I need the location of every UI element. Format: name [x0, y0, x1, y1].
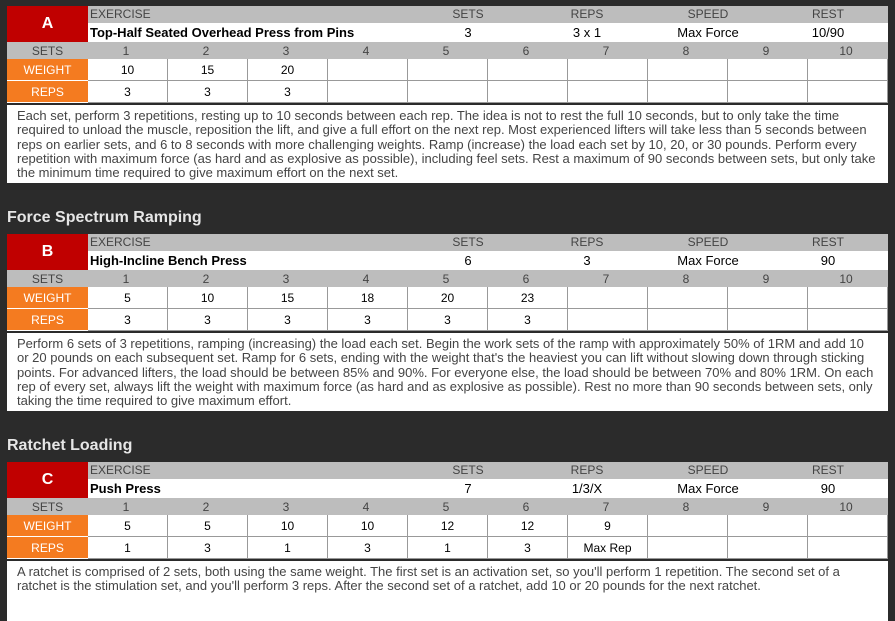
- speed-label: SPEED: [687, 463, 729, 477]
- sets-label: SETS: [452, 7, 484, 21]
- weight-row-label: WEIGHT: [7, 59, 88, 81]
- set-number: 5: [442, 44, 450, 58]
- weight-cell[interactable]: 20: [248, 59, 328, 81]
- weight-cell[interactable]: 10: [88, 59, 168, 81]
- exercise-label: EXERCISE: [90, 463, 151, 477]
- reps-cell[interactable]: 3: [248, 81, 328, 103]
- weight-cell[interactable]: 12: [488, 515, 568, 537]
- weight-cell[interactable]: [648, 59, 728, 81]
- weight-row: [7, 287, 888, 309]
- reps-row-label: REPS: [7, 537, 88, 559]
- weight-cell[interactable]: 15: [168, 59, 248, 81]
- speed-value: Max Force: [677, 253, 739, 268]
- set-number-row: [7, 270, 888, 287]
- reps-cell[interactable]: 3: [88, 81, 168, 103]
- reps-cell[interactable]: [728, 309, 808, 331]
- header-labels: [88, 6, 888, 23]
- reps-cell[interactable]: [648, 81, 728, 103]
- reps-value: 1/3/X: [571, 481, 603, 496]
- weight-cell[interactable]: 10: [168, 287, 248, 309]
- set-number: 8: [682, 500, 690, 514]
- reps-cell[interactable]: [328, 81, 408, 103]
- rest-value: 10/90: [811, 25, 845, 40]
- section-title: Force Spectrum Ramping: [7, 209, 202, 226]
- set-number: 4: [362, 500, 370, 514]
- set-number: 1: [122, 272, 130, 286]
- reps-cell[interactable]: 3: [168, 537, 248, 559]
- reps-cell[interactable]: 3: [328, 537, 408, 559]
- reps-cell[interactable]: [568, 309, 648, 331]
- weight-row: [7, 515, 888, 537]
- weight-cell[interactable]: [728, 59, 808, 81]
- weight-cell[interactable]: [408, 59, 488, 81]
- set-number: 2: [202, 500, 210, 514]
- header-labels: [88, 462, 888, 479]
- set-number: 2: [202, 272, 210, 286]
- header-values: [88, 479, 888, 498]
- reps-cell[interactable]: [568, 81, 648, 103]
- set-number: 2: [202, 44, 210, 58]
- set-number: 7: [602, 500, 610, 514]
- weight-cell[interactable]: [488, 59, 568, 81]
- header-values: [88, 251, 888, 270]
- header-labels: [88, 234, 888, 251]
- weight-cell[interactable]: [648, 287, 728, 309]
- weight-cell[interactable]: [328, 59, 408, 81]
- set-number: 6: [522, 44, 530, 58]
- block-letter: A: [7, 6, 88, 42]
- weight-cell[interactable]: 9: [568, 515, 648, 537]
- rest-value: 90: [820, 481, 836, 496]
- sets-row-label: SETS: [31, 499, 64, 514]
- exercise-name: Push Press: [90, 481, 161, 496]
- reps-cell[interactable]: [408, 81, 488, 103]
- reps-cell[interactable]: [728, 537, 808, 559]
- set-number-row: [7, 498, 888, 515]
- rest-value: 90: [820, 253, 836, 268]
- reps-cell[interactable]: 1: [248, 537, 328, 559]
- reps-cell[interactable]: 1: [408, 537, 488, 559]
- reps-cell[interactable]: 3: [248, 309, 328, 331]
- exercise-description: A ratchet is comprised of 2 sets, both using the same weight. The first set is an activation set, so you'll perform 1 repetition. The second set of a ratchet is the stimulation set, and you'll perform 3 reps. After the second set of a ratchet, add 10 or 20 pounds for the next ratchet.: [7, 561, 888, 621]
- set-number: 9: [762, 500, 770, 514]
- exercise-name: High-Incline Bench Press: [90, 253, 247, 268]
- reps-cell[interactable]: 3: [168, 309, 248, 331]
- weight-cell[interactable]: [648, 515, 728, 537]
- sets-value: 6: [464, 253, 472, 268]
- exercise-label: EXERCISE: [90, 235, 151, 249]
- reps-row-label: REPS: [7, 81, 88, 103]
- sets-row-label: SETS: [31, 43, 64, 58]
- set-number: 10: [839, 44, 853, 58]
- reps-value: 3: [583, 253, 591, 268]
- rest-label: REST: [811, 463, 844, 477]
- set-number: 1: [122, 44, 130, 58]
- set-number: 10: [839, 500, 853, 514]
- reps-cell[interactable]: 3: [488, 309, 568, 331]
- weight-cell[interactable]: 10: [248, 515, 328, 537]
- weight-cell[interactable]: 5: [88, 515, 168, 537]
- set-number: 4: [362, 44, 370, 58]
- reps-row: [7, 537, 888, 559]
- weight-cell[interactable]: 18: [328, 287, 408, 309]
- set-number: 9: [762, 272, 770, 286]
- set-number: 10: [839, 272, 853, 286]
- weight-cell[interactable]: 15: [248, 287, 328, 309]
- exercise-description: Perform 6 sets of 3 repetitions, ramping (increasing) the load each set. Begin the work sets of the ramp with approximately 50% of 1RM and add 10 or 20 pounds on each subsequent set. Ramp for 6 sets, ending with the weight that's the heaviest you can lift without slowing down through sticking points. For advanced lifters, the load should be between 85% and 90%. For everyone else, the load should be between 70% and 80% 1RM. On each rep of every set, always lift the weight with maximum force (as hard and as explosive as possible). Rest no more than 90 seconds between sets, only taking the time required to give maximum effort.: [7, 333, 888, 411]
- set-number: 3: [282, 44, 290, 58]
- speed-value: Max Force: [677, 25, 739, 40]
- rest-label: REST: [811, 7, 844, 21]
- reps-cell[interactable]: 1: [88, 537, 168, 559]
- set-number: 6: [522, 272, 530, 286]
- weight-cell[interactable]: 12: [408, 515, 488, 537]
- set-number: 5: [442, 272, 450, 286]
- weight-cell[interactable]: [568, 59, 648, 81]
- set-number: 5: [442, 500, 450, 514]
- weight-cell[interactable]: 23: [488, 287, 568, 309]
- reps-cell[interactable]: [808, 537, 888, 559]
- reps-cell[interactable]: 3: [408, 309, 488, 331]
- reps-cell[interactable]: [488, 81, 568, 103]
- reps-cell[interactable]: [808, 309, 888, 331]
- weight-cell[interactable]: 10: [328, 515, 408, 537]
- exercise-description: Each set, perform 3 repetitions, resting up to 10 seconds between each rep. The idea is not to rest the full 10 seconds, but to only take the time required to unload the muscle, reposition the lift, and give a full effort on the next rep. Most experienced lifters will take less than 5 seconds between reps on earlier sets, and 6 to 8 seconds with more challenging weights. Ramp (increase) the load each set by 10, 20, or 30 pounds. Perform every repetition with maximum force (as hard and as explosive as possible), including feel sets. Rest a maximum of 90 seconds between sets, but only take the minimum time required to give maximum effort on the next set.: [7, 105, 888, 183]
- reps-label: REPS: [570, 7, 604, 21]
- reps-cell[interactable]: 3: [328, 309, 408, 331]
- reps-cell[interactable]: 3: [88, 309, 168, 331]
- set-number: 3: [282, 272, 290, 286]
- weight-row-label: WEIGHT: [7, 287, 88, 309]
- block-letter: C: [7, 462, 88, 498]
- exercise-name: Top-Half Seated Overhead Press from Pins: [90, 25, 355, 40]
- set-number: 4: [362, 272, 370, 286]
- sets-label: SETS: [452, 463, 484, 477]
- reps-cell[interactable]: [808, 81, 888, 103]
- reps-row: [7, 81, 888, 103]
- reps-cell[interactable]: 3: [168, 81, 248, 103]
- set-number: 1: [122, 500, 130, 514]
- reps-cell[interactable]: Max Rep: [568, 537, 648, 559]
- rest-label: REST: [811, 235, 844, 249]
- set-number: 6: [522, 500, 530, 514]
- reps-label: REPS: [570, 235, 604, 249]
- set-number: 8: [682, 44, 690, 58]
- speed-value: Max Force: [677, 481, 739, 496]
- weight-row: [7, 59, 888, 81]
- weight-cell[interactable]: [568, 287, 648, 309]
- weight-cell[interactable]: [728, 287, 808, 309]
- reps-cell[interactable]: 3: [488, 537, 568, 559]
- set-number-row: [7, 42, 888, 59]
- reps-value: 3 x 1: [572, 25, 602, 40]
- set-number: 7: [602, 44, 610, 58]
- weight-cell[interactable]: [728, 515, 808, 537]
- sets-value: 3: [464, 25, 472, 40]
- reps-cell[interactable]: [728, 81, 808, 103]
- weight-cell[interactable]: [808, 287, 888, 309]
- sets-label: SETS: [452, 235, 484, 249]
- weight-cell[interactable]: [808, 515, 888, 537]
- block-letter: B: [7, 234, 88, 270]
- exercise-label: EXERCISE: [90, 7, 151, 21]
- speed-label: SPEED: [687, 7, 729, 21]
- set-number: 3: [282, 500, 290, 514]
- reps-label: REPS: [570, 463, 604, 477]
- sets-value: 7: [464, 481, 472, 496]
- weight-cell[interactable]: 5: [168, 515, 248, 537]
- reps-cell[interactable]: [648, 537, 728, 559]
- reps-row: [7, 309, 888, 331]
- set-number: 9: [762, 44, 770, 58]
- reps-cell[interactable]: [648, 309, 728, 331]
- set-number: 7: [602, 272, 610, 286]
- header-values: [88, 23, 888, 42]
- weight-cell[interactable]: 5: [88, 287, 168, 309]
- section-title: Ratchet Loading: [7, 437, 133, 454]
- sets-row-label: SETS: [31, 271, 64, 286]
- reps-row-label: REPS: [7, 309, 88, 331]
- weight-row-label: WEIGHT: [7, 515, 88, 537]
- weight-cell[interactable]: 20: [408, 287, 488, 309]
- weight-cell[interactable]: [808, 59, 888, 81]
- set-number: 8: [682, 272, 690, 286]
- speed-label: SPEED: [687, 235, 729, 249]
